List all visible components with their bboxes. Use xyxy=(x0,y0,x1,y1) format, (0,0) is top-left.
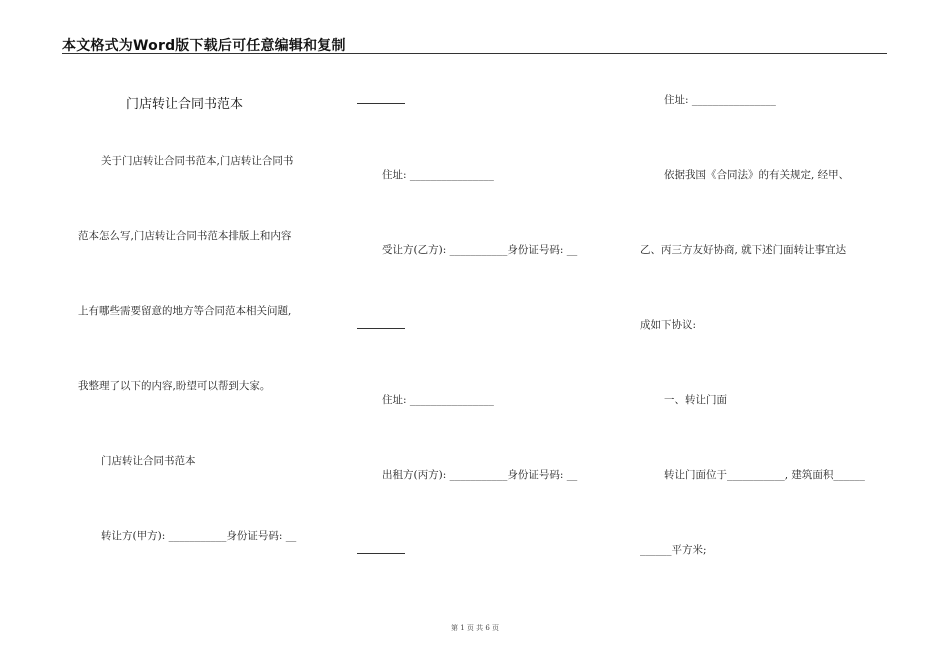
clause-location-line: 转让门面位于___________, 建筑面积______ xyxy=(664,469,865,481)
party-b-address: 住址: ________________ xyxy=(382,394,494,406)
party-c-line: 出租方(丙方): ___________身份证号码: __ xyxy=(382,469,578,481)
paragraph-intro-3: 上有哪些需要留意的地方等合同范本相关问题, xyxy=(78,305,292,317)
section-heading: 门店转让合同书范本 xyxy=(101,455,196,467)
document-title: 门店转让合同书范本 xyxy=(126,97,244,112)
party-a-line: 转让方(甲方): ___________身份证号码: __ xyxy=(101,530,297,542)
party-b-line: 受让方(乙方): ___________身份证号码: __ xyxy=(382,244,578,256)
header-title: 本文格式为Word版下载后可任意编辑和复制 xyxy=(62,38,346,54)
clause-area-line: ______平方米; xyxy=(640,544,707,556)
blank-line xyxy=(357,103,405,104)
header-divider xyxy=(62,53,887,54)
party-c-address: 住址: ________________ xyxy=(664,94,776,106)
blank-line xyxy=(357,553,405,554)
clause-heading-1: 一、转让门面 xyxy=(664,394,727,406)
paragraph-intro-2: 范本怎么写,门店转让合同书范本排版上和内容 xyxy=(78,230,292,242)
blank-line xyxy=(357,328,405,329)
party-a-address: 住址: ________________ xyxy=(382,169,494,181)
paragraph-legal-basis-3: 成如下协议: xyxy=(640,319,697,331)
page-footer: 第 1 页 共 6 页 xyxy=(450,624,500,632)
paragraph-legal-basis-2: 乙、丙三方友好协商, 就下述门面转让事宜达 xyxy=(640,244,847,256)
paragraph-legal-basis-1: 依据我国《合同法》的有关规定, 经甲、 xyxy=(664,169,850,181)
paragraph-intro-4: 我整理了以下的内容,盼望可以帮到大家。 xyxy=(78,380,271,392)
paragraph-intro-1: 关于门店转让合同书范本,门店转让合同书 xyxy=(101,155,294,167)
